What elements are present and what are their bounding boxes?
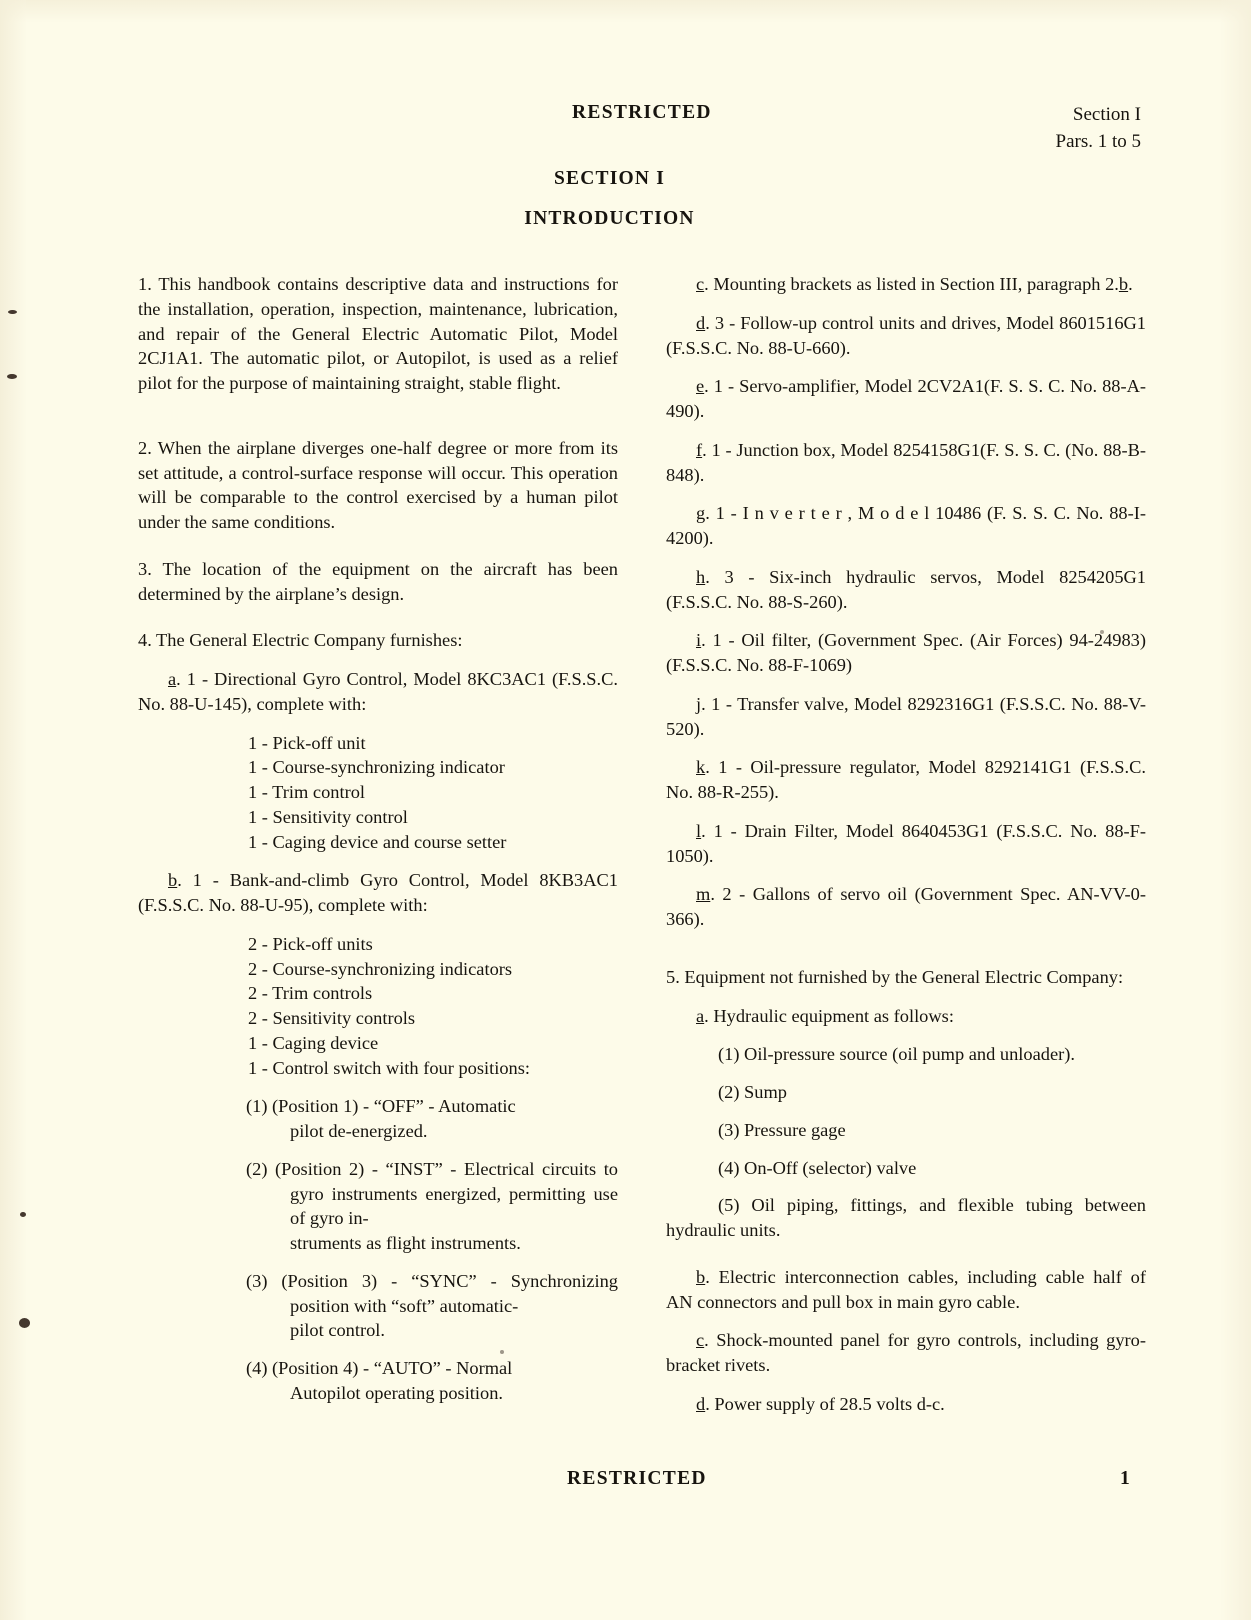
list-item: 1 - Sensitivity control <box>248 806 408 827</box>
page-edge-right <box>1221 0 1251 1620</box>
list-item-b <box>138 868 618 918</box>
list-item-b-letter: b <box>168 870 178 891</box>
list-item-5a-text: . Hydraulic equipment as follows: <box>704 1005 954 1026</box>
list-item: 2 - Pick-off units <box>248 933 373 954</box>
list-item: 1 - Trim control <box>248 782 365 802</box>
list-item-i <box>666 628 1146 678</box>
list-item-c-tail: . <box>1128 274 1133 294</box>
list-item-k-letter: k <box>696 757 706 778</box>
list-item-f-text: . 1 - Junction box, Model 8254158G1(F. S. S. C. (No. 88-B-848). <box>666 439 1146 485</box>
list-item: 1 - Control switch with four positions: <box>248 1057 530 1078</box>
switch-position-1-last: pilot de-energized. <box>290 1121 428 1141</box>
list-item-a <box>138 667 618 717</box>
header-section-label: Section I <box>1072 104 1141 125</box>
paragraph-4: 4. The General Electric Company furnishes: <box>138 630 463 651</box>
list-item-f-letter: f <box>696 439 703 460</box>
gyro-control-b-parts-list <box>138 932 618 1081</box>
list-item: 1 - Course-synchronizing indicator <box>248 757 505 778</box>
switch-position-3 <box>138 1269 618 1343</box>
switch-position-4 <box>138 1356 618 1406</box>
list-item-h-letter: h <box>696 566 706 587</box>
header-section-reference <box>1056 102 1142 156</box>
list-item-g-letter: g <box>696 503 706 524</box>
list-item-l-text: . 1 - Drain Filter, Model 8640453G1 (F.S.S.C. No. 88-F-1050). <box>666 820 1146 866</box>
list-item-i-text: . 1 - Oil filter, (Government Spec. (Air Forces) 94-24983) (F.S.S.C. No. 88-F-1069) <box>666 630 1146 675</box>
list-item-a-letter: a <box>168 669 177 689</box>
list-item-5a <box>666 1004 1146 1029</box>
header-classification: RESTRICTED <box>572 102 712 123</box>
footer-page-number: 1 <box>1120 1468 1130 1489</box>
list-item: 1 - Caging device <box>248 1032 379 1053</box>
paragraph-1: 1. This handbook contains descriptive data and instructions for the installation, operation, inspection, maintenance, lubrication, and repair of the General Electric Automatic Pilot, Model 2CJ1A1. The automatic pilot, or Autopilot, is used as a relief pilot for the purpose of maintaining straight, stable flight. <box>138 274 618 393</box>
gyro-control-a-parts-list <box>138 731 618 855</box>
list-item-l <box>666 819 1146 869</box>
list-item-5c <box>666 1328 1146 1378</box>
list-item-g-text: . 1 - I n v e r t e r , M o d e l 10486 (F. S. S. C. No. 88-I-4200). <box>666 503 1146 548</box>
list-item-j-letter: j <box>696 693 702 714</box>
switch-position-2-body: (2) (Position 2) - “INST” - Electrical circuits to gyro instruments energized, permitting use of gyro in- <box>246 1158 618 1229</box>
list-item-i-letter: i <box>696 630 702 651</box>
page-edge-top <box>0 0 1251 22</box>
list-item-d-letter: d <box>696 312 706 333</box>
list-item: (4) On-Off (selector) valve <box>718 1157 917 1178</box>
section-heading: SECTION I <box>553 168 666 189</box>
list-item-f <box>666 438 1146 488</box>
list-item: (5) Oil piping, fittings, and flexible tubing between hydraulic units. <box>666 1195 1146 1240</box>
scan-speck <box>20 1212 26 1217</box>
list-item: (3) Pressure gage <box>718 1119 846 1140</box>
list-item: 2 - Trim controls <box>248 983 373 1004</box>
list-item-k-text: . 1 - Oil-pressure regulator, Model 8292141G1 (F.S.S.C. No. 88-R-255). <box>666 757 1146 802</box>
paragraph-5: 5. Equipment not furnished by the General Electric Company: <box>666 966 1124 987</box>
list-item: 1 - Pick-off unit <box>248 732 366 753</box>
paragraph-3: 3. The location of the equipment on the aircraft has been determined by the airplane’s design. <box>138 558 618 604</box>
list-item-5a-letter: a <box>696 1005 705 1026</box>
list-item-5b-text: . Electric interconnection cables, including cable half of AN connectors and pull box in main gyro cable. <box>666 1266 1146 1312</box>
list-item-e <box>666 374 1146 424</box>
footer-classification: RESTRICTED <box>567 1468 707 1489</box>
list-item-j-text: . 1 - Transfer valve, Model 8292316G1 (F.S.S.C. No. 88-V-520). <box>666 693 1146 739</box>
list-item-c-reference-letter: b <box>1118 274 1129 294</box>
list-item-l-letter: l <box>696 820 702 841</box>
list-item-5d-text: . Power supply of 28.5 volts d-c. <box>705 1393 945 1414</box>
header-paragraph-range: Pars. 1 to 5 <box>1055 130 1141 152</box>
list-item-m <box>666 882 1146 932</box>
scan-speck <box>7 374 17 379</box>
list-item-g <box>666 501 1146 551</box>
list-item-h-text: . 3 - Six-inch hydraulic servos, Model 8254205G1 (F.S.S.C. No. 88-S-260). <box>666 566 1146 612</box>
switch-position-2 <box>138 1157 618 1256</box>
list-item: (1) Oil-pressure source (oil pump and unloader). <box>718 1044 1075 1065</box>
list-item-h <box>666 565 1146 615</box>
body-columns <box>138 272 1146 1417</box>
list-item-c-text: . Mounting brackets as listed in Section III, paragraph 2. <box>704 274 1119 294</box>
switch-position-1 <box>138 1094 618 1144</box>
list-item-m-letter: m <box>696 884 711 905</box>
list-item-k <box>666 755 1146 805</box>
list-item-m-text: . 2 - Gallons of servo oil (Government Spec. AN-VV-0-366). <box>666 884 1146 929</box>
control-switch-positions <box>138 1094 618 1405</box>
switch-position-2-last: struments as flight instruments. <box>290 1233 521 1253</box>
list-item-5c-text: . Shock-mounted panel for gyro controls, including gyro-bracket rivets. <box>666 1330 1146 1375</box>
switch-position-3-body: (3) (Position 3) - “SYNC” - Synchronizing position with “soft” automatic- <box>246 1270 618 1316</box>
list-item: 2 - Sensitivity controls <box>248 1008 416 1028</box>
list-item-d-text: . 3 - Follow-up control units and drives, Model 8601516G1 (F.S.S.C. No. 88-U-660). <box>666 312 1146 358</box>
left-column <box>138 272 618 1417</box>
scan-speck <box>19 1318 30 1328</box>
list-item-j <box>666 692 1146 742</box>
list-item-5b-letter: b <box>696 1266 706 1287</box>
switch-position-1-body: (1) (Position 1) - “OFF” - Automatic <box>246 1096 516 1117</box>
scan-speck <box>8 310 17 314</box>
list-item: 1 - Caging device and course setter <box>248 831 507 852</box>
list-item: 2 - Course-synchronizing indicators <box>248 958 513 979</box>
list-item-c <box>666 272 1146 297</box>
switch-position-4-body: (4) (Position 4) - “AUTO” - Normal <box>246 1358 513 1378</box>
page-header <box>0 102 1251 162</box>
switch-position-3-last: pilot control. <box>290 1320 386 1341</box>
section-subheading: INTRODUCTION <box>524 208 695 229</box>
list-item-5b <box>666 1265 1146 1315</box>
paragraph-2: 2. When the airplane diverges one-half degree or more from its set attitude, a control-surface response will occur. This operation will be comparable to the control exercised by a human pilot under the same conditions. <box>138 437 618 532</box>
hydraulic-equipment-list <box>666 1042 1146 1243</box>
right-column <box>666 272 1146 1417</box>
page-edge-left <box>0 0 26 1620</box>
list-item-5c-letter: c <box>696 1330 705 1351</box>
list-item: (2) Sump <box>718 1082 787 1102</box>
list-item-e-letter: e <box>696 376 705 397</box>
list-item-e-text: . 1 - Servo-amplifier, Model 2CV2A1(F. S. S. C. No. 88-A-490). <box>666 376 1146 421</box>
list-item-c-letter: c <box>696 274 705 294</box>
list-item-a-text: . 1 - Directional Gyro Control, Model 8KC3AC1 (F.S.S.C. No. 88-U-145), complete with: <box>138 669 618 714</box>
list-item-b-text: . 1 - Bank-and-climb Gyro Control, Model 8KB3AC1 (F.S.S.C. No. 88-U-95), complete with: <box>138 870 618 915</box>
list-item-d <box>666 311 1146 361</box>
switch-position-4-last: Autopilot operating position. <box>290 1382 504 1403</box>
list-item-5d-letter: d <box>696 1393 706 1414</box>
list-item-5d <box>666 1392 1146 1417</box>
